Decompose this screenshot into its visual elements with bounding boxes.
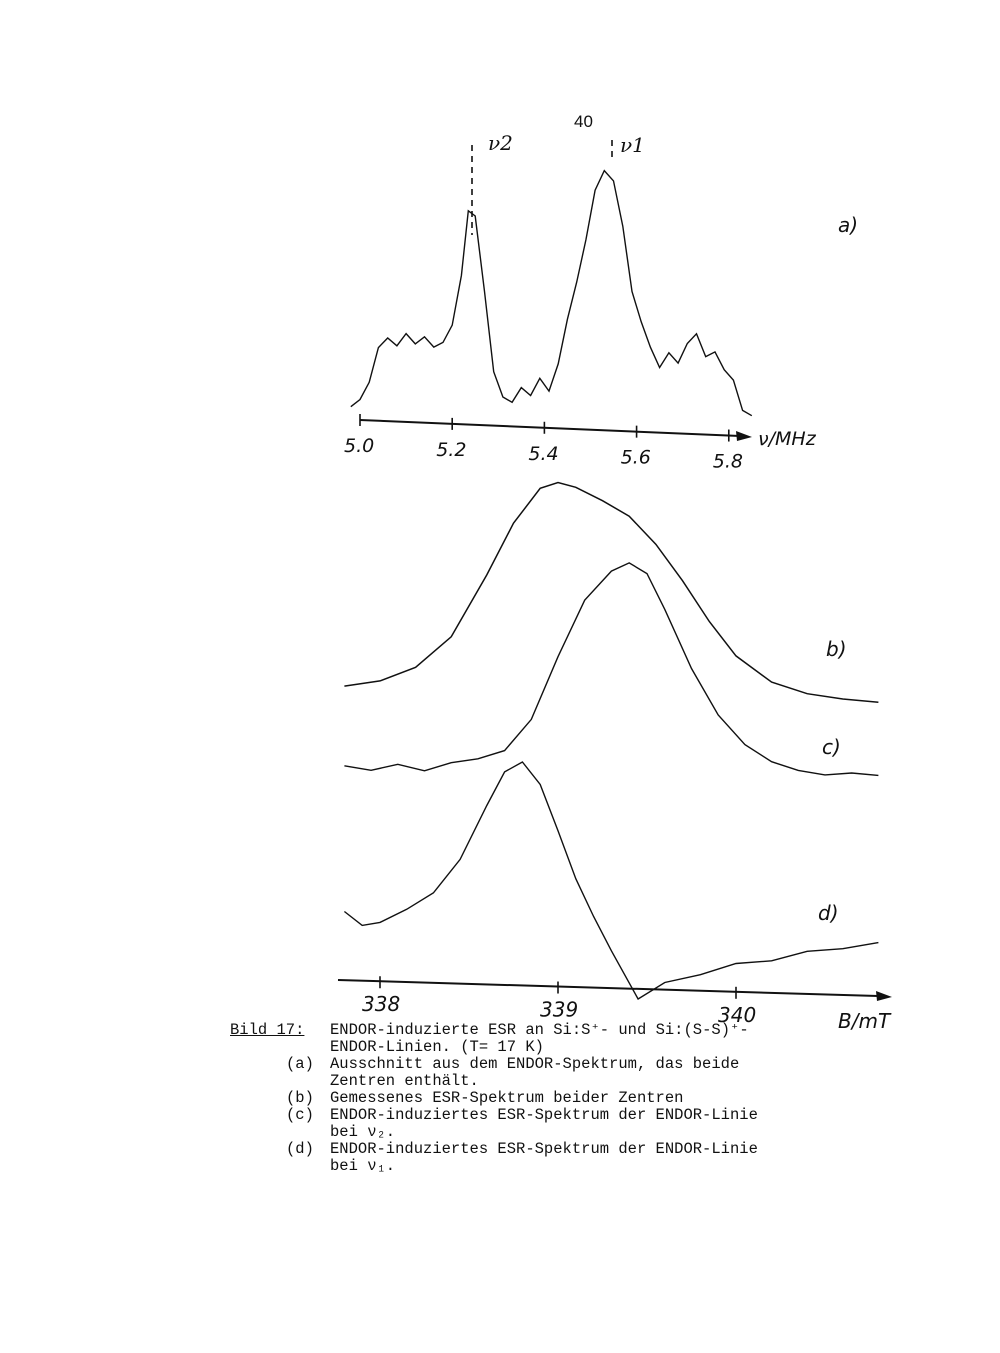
caption-item-b-text: Gemessenes ESR-Spektrum beider Zentren: [330, 1089, 684, 1107]
frequency-axis-tick-label: 5.4: [528, 442, 559, 465]
caption-item-d-text: ENDOR-induziertes ESR-Spektrum der ENDOR-Linie: [330, 1140, 758, 1158]
caption-item-a-cont: Zentren enthält.: [330, 1072, 479, 1090]
frequency-axis-tick-label: 5.2: [436, 438, 467, 461]
frequency-axis-arrow: [736, 431, 752, 441]
frequency-axis-line: [360, 420, 740, 436]
endor-induced-esr-curve-c: [344, 563, 878, 776]
panel-b-label: b): [826, 637, 847, 661]
panel-d-label: d): [818, 901, 839, 925]
frequency-axis: [344, 414, 817, 473]
frequency-axis-tick-label: 5.8: [712, 450, 743, 473]
field-axis-line: [338, 980, 878, 996]
caption-label: Bild 17:: [230, 1021, 305, 1039]
caption-item-c-label: (c): [286, 1106, 314, 1124]
caption-line-2: ENDOR-Linien. (T= 17 K): [330, 1038, 544, 1056]
page-number: 40: [574, 112, 593, 131]
field-axis-arrow: [876, 991, 892, 1001]
caption-item-d-cont: bei ν₁.: [330, 1157, 396, 1175]
nu1-marker-label: ν1: [620, 133, 645, 157]
nu2-marker-label: ν2: [488, 131, 513, 155]
field-axis-tick-label: 340: [718, 1002, 757, 1027]
panel-a-label: a): [838, 213, 859, 237]
caption-item-a-label: (a): [286, 1055, 314, 1073]
endor-spectrum-curve: [351, 171, 752, 416]
panel-c-label: c): [822, 735, 841, 759]
caption-item-c-cont: bei ν₂.: [330, 1123, 396, 1141]
panel-a: [344, 131, 858, 473]
caption-item-a-text: Ausschnitt aus dem ENDOR-Spektrum, das beide: [330, 1055, 740, 1073]
field-axis-label: B/mT: [838, 1009, 891, 1033]
caption-line-1: ENDOR-induzierte ESR an Si:S⁺- und Si:(S-S)⁺-: [330, 1021, 749, 1039]
figure-caption: [230, 1022, 910, 1175]
caption-item-d-label: (d): [286, 1140, 314, 1158]
caption-item-c-text: ENDOR-induziertes ESR-Spektrum der ENDOR-Linie: [330, 1106, 758, 1124]
field-axis-tick-label: 339: [540, 997, 579, 1022]
esr-spectrum-curve-b: [344, 483, 878, 703]
caption-item-b-label: (b): [286, 1089, 314, 1107]
frequency-axis-tick-label: 5.6: [620, 446, 651, 469]
frequency-axis-label: ν/MHz: [758, 428, 816, 450]
endor-induced-esr-curve-d: [344, 762, 878, 999]
field-axis-tick-label: 338: [362, 992, 401, 1017]
frequency-axis-tick-label: 5.0: [344, 435, 375, 457]
